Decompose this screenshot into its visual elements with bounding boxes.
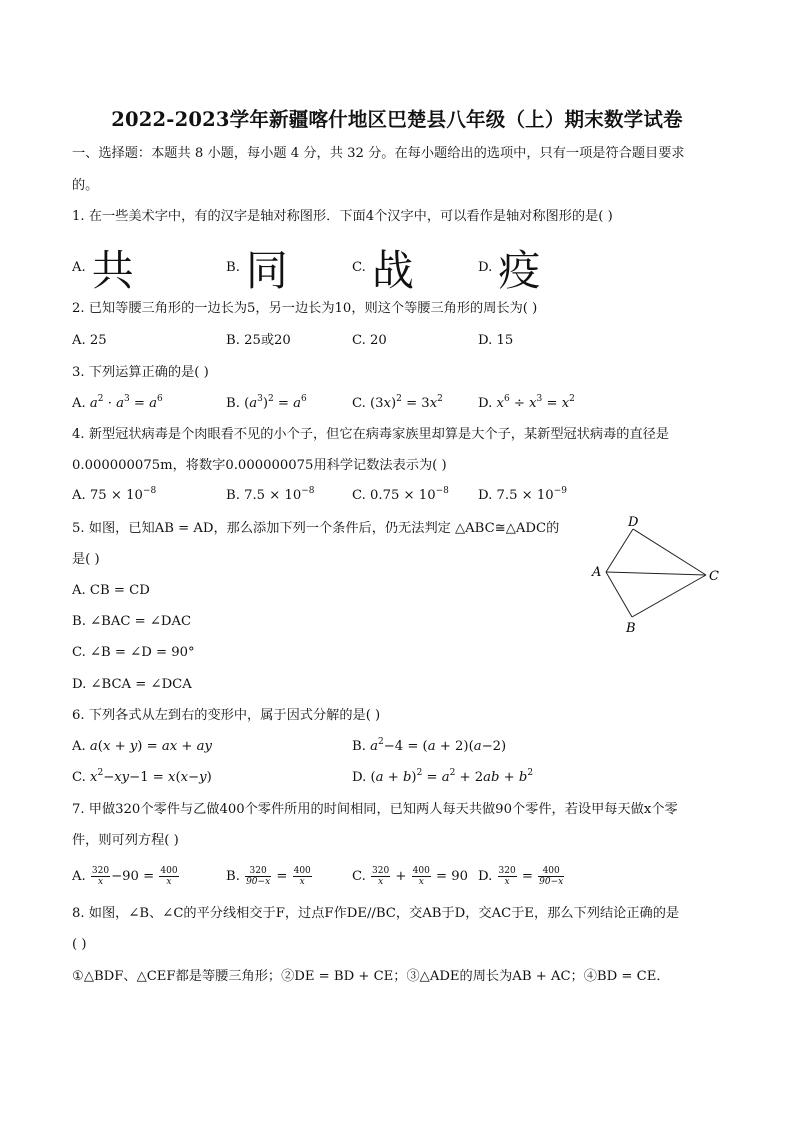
q8-stem: 8. 如图，∠B、∠C的平分线相交于F，过点F作DE//BC，交AB于D，交AC于E，那么下列结论正确的是 xyxy=(72,906,680,921)
vertex-label-a: A xyxy=(592,565,602,580)
section-heading: 一、选择题：本题共 8 小题，每小题 4 分，共 32 分。在每小题给出的选项中，只有一项是符合题目要求 xyxy=(72,146,685,161)
q4-option-a: A. $75 \times 10^{-8}$ xyxy=(72,486,157,503)
q2-option-d: D. 15 xyxy=(478,333,514,348)
q1-option-c-char: 战 xyxy=(371,246,414,295)
edge-ad xyxy=(606,529,633,572)
q8-stem-cont: ( ) xyxy=(72,937,87,952)
q4-option-d: D. $7.5 \times 10^{-9}$ xyxy=(478,486,567,503)
q1-stem: 1. 在一些美术字中，有的汉字是轴对称图形．下面4个汉字中，可以看作是轴对称图形的是( ) xyxy=(72,209,613,224)
edge-ac xyxy=(606,572,706,575)
q3-stem: 3. 下列运算正确的是( ) xyxy=(72,365,209,380)
q1-option-c xyxy=(352,248,414,294)
q5-option-c: C. ∠B = ∠D = 90° xyxy=(72,645,195,660)
q5-option-a: A. CB = CD xyxy=(72,583,150,598)
section-heading-cont: 的。 xyxy=(72,178,99,193)
vertex-label-c: C xyxy=(709,569,719,584)
q8-statements: ①△BDF、△CEF都是等腰三角形；②DE = BD + CE；③△ADE的周长为AB + AC；④BD = CE． xyxy=(72,969,670,984)
q1-option-d-label: D. xyxy=(478,260,493,275)
q4-stem-cont: 0.000000075m，将数字0.000000075用科学记数法表示为( ) xyxy=(72,458,447,473)
q1-option-c-label: C. xyxy=(352,260,366,275)
q6-option-a: A. a(x + y) = ax + ay xyxy=(72,739,212,754)
q1-option-b-label: B. xyxy=(226,260,240,275)
q1-option-a-label: A. xyxy=(72,260,86,275)
q5-option-d: D. ∠BCA = ∠DCA xyxy=(72,677,192,692)
q3-option-c: C. $(3x)^2 = 3x^2$ xyxy=(352,394,443,411)
q2-stem: 2. 已知等腰三角形的一边长为5，另一边长为10，则这个等腰三角形的周长为( ) xyxy=(72,301,538,316)
q5-quadrilateral-figure xyxy=(588,512,728,637)
q7-option-b: B. $\frac{320}{90-x}$ = $\frac{400}{x}$ xyxy=(226,866,311,887)
q6-option-c: C. $x^2-xy-1 = x(x-y)$ xyxy=(72,768,212,785)
q7-option-a: A. $\frac{320}{x}$ −90 = $\frac{400}{x}$ xyxy=(72,866,178,887)
q4-stem: 4. 新型冠状病毒是个肉眼看不见的小个子，但它在病毒家族里却算是大个子，某新型冠状病毒的直径是 xyxy=(72,427,670,442)
q3-option-d: D. $x^6 \div x^3 = x^2$ xyxy=(478,394,575,411)
q6-stem: 6. 下列各式从左到右的变形中，属于因式分解的是( ) xyxy=(72,708,381,723)
q7-option-d: D. $\frac{320}{x}$ = $\frac{400}{90-x}$ xyxy=(478,866,564,887)
q1-option-b-char: 同 xyxy=(245,246,288,295)
edge-dc xyxy=(633,529,706,575)
q5-option-b: B. ∠BAC = ∠DAC xyxy=(72,614,192,629)
q5-stem-cont: 是( ) xyxy=(72,552,100,567)
q1-option-a xyxy=(72,248,134,294)
page-title: 2022-2023学年新疆喀什地区巴楚县八年级（上）期末数学试卷 xyxy=(111,108,683,131)
q2-option-a: A. 25 xyxy=(72,333,107,348)
vertex-label-b: B xyxy=(626,621,636,636)
q1-option-d xyxy=(478,248,540,294)
q4-option-b: B. $7.5 \times 10^{-8}$ xyxy=(226,486,315,503)
q6-option-d: D. $(a + b)^2 = a^2 + 2ab + b^2$ xyxy=(352,768,534,785)
q2-option-b: B. 25或20 xyxy=(226,333,291,348)
q1-option-b xyxy=(226,248,288,294)
edge-ab xyxy=(606,572,632,617)
q7-option-c: C. $\frac{320}{x}$ + $\frac{400}{x}$ = 90 xyxy=(352,866,469,887)
q4-option-c: C. $0.75 \times 10^{-8}$ xyxy=(352,486,449,503)
q1-option-a-char: 共 xyxy=(91,246,134,295)
q5-stem: 5. 如图，已知AB = AD，那么添加下列一个条件后，仍无法判定 △ABC≅△ADC的 xyxy=(72,521,560,536)
q3-option-a: A. $a^2 \cdot a^3 = a^6$ xyxy=(72,394,163,411)
q2-option-c: C. 20 xyxy=(352,333,387,348)
q7-stem-cont: 件，则可列方程( ) xyxy=(72,833,179,848)
edge-bc xyxy=(632,575,706,617)
q3-option-b: B. $(a^3)^2 = a^6$ xyxy=(226,394,307,411)
vertex-label-d: D xyxy=(628,515,639,530)
q1-option-d-char: 疫 xyxy=(498,246,541,295)
q6-option-b: B. $a^2-4 = (a + 2)(a-2)$ xyxy=(352,737,507,754)
q7-stem: 7. 甲做320个零件与乙做400个零件所用的时间相同，已知两人每天共做90个零件，若设甲每天做x个零 xyxy=(72,802,678,817)
